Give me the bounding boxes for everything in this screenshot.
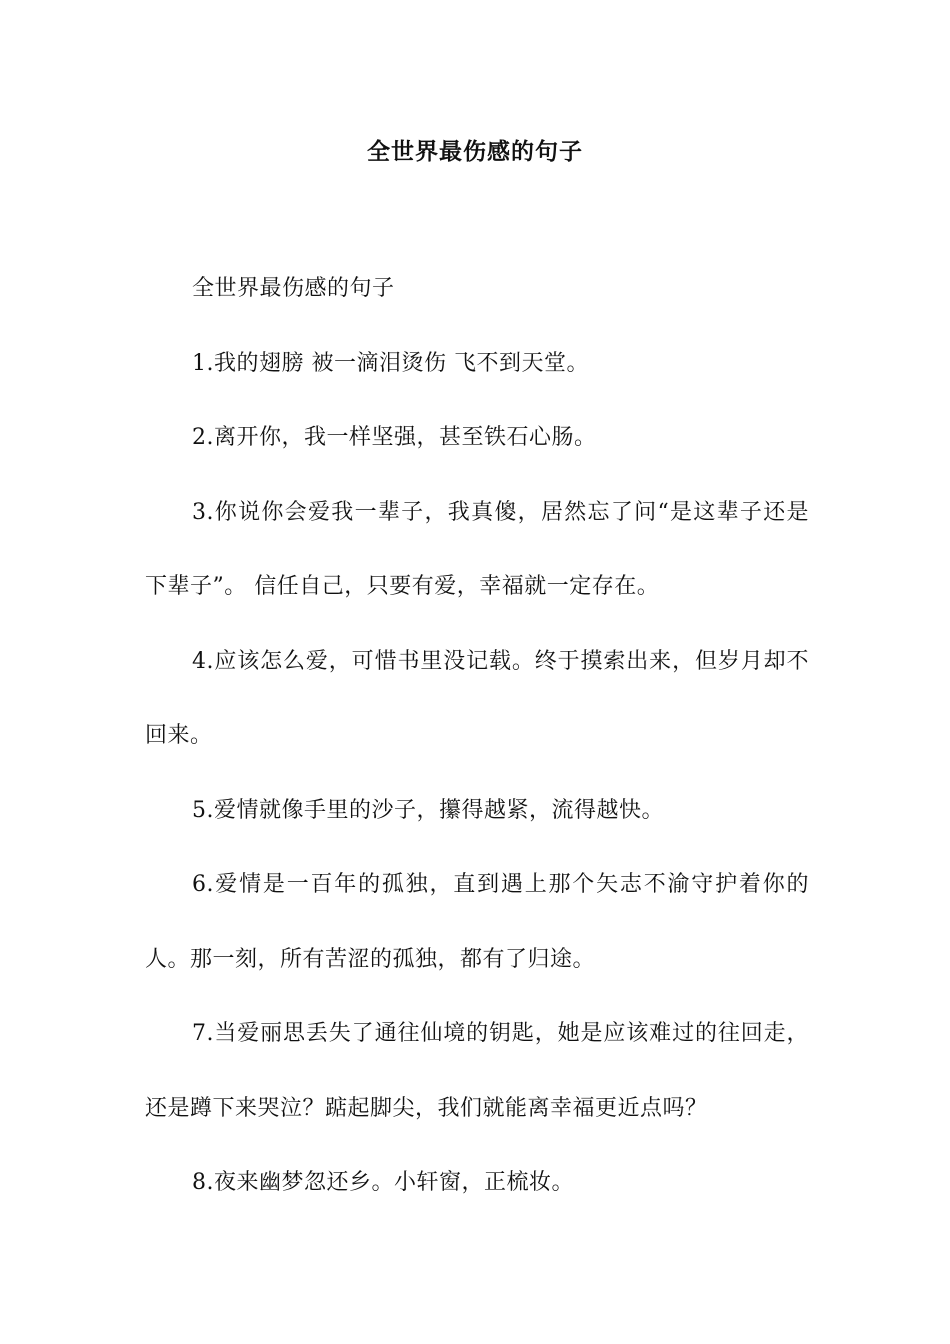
paragraph-item-5: 5.爱情就像手里的沙子，攥得越紧，流得越快。 <box>192 797 664 823</box>
paragraph-item-4: 4.应该怎么爱，可惜书里没记载。终于摸索出来，但岁月却不回来。 <box>145 648 809 748</box>
paragraph-item-1: 1.我的翅膀 被一滴泪烫伤 飞不到天堂。 <box>192 350 589 376</box>
paragraph-item-7: 7.当爱丽思丢失了通往仙境的钥匙，她是应该难过的往回走，还是蹲下来哭泣？踮起脚尖，我们就能离幸福更近点吗？ <box>145 1021 809 1121</box>
document-body <box>145 252 809 1221</box>
document-title: 全世界最伤感的句子 <box>367 138 583 165</box>
paragraph-item-3: 3.你说你会爱我一辈子，我真傻，居然忘了问“是这辈子还是下辈子”。 信任自己，只要有爱，幸福就一定存在。 <box>145 499 809 599</box>
paragraph-item-2: 2.离开你，我一样坚强，甚至铁石心肠。 <box>192 425 597 450</box>
paragraph-item-6: 6.爱情是一百年的孤独，直到遇上那个矢志不渝守护着你的人。那一刻，所有苦涩的孤独，都有了归途。 <box>145 872 809 972</box>
paragraph-subtitle: 全世界最伤感的句子 <box>192 276 395 301</box>
paragraph-item-8: 8.夜来幽梦忽还乡。小轩窗，正梳妆。 <box>192 1170 574 1195</box>
